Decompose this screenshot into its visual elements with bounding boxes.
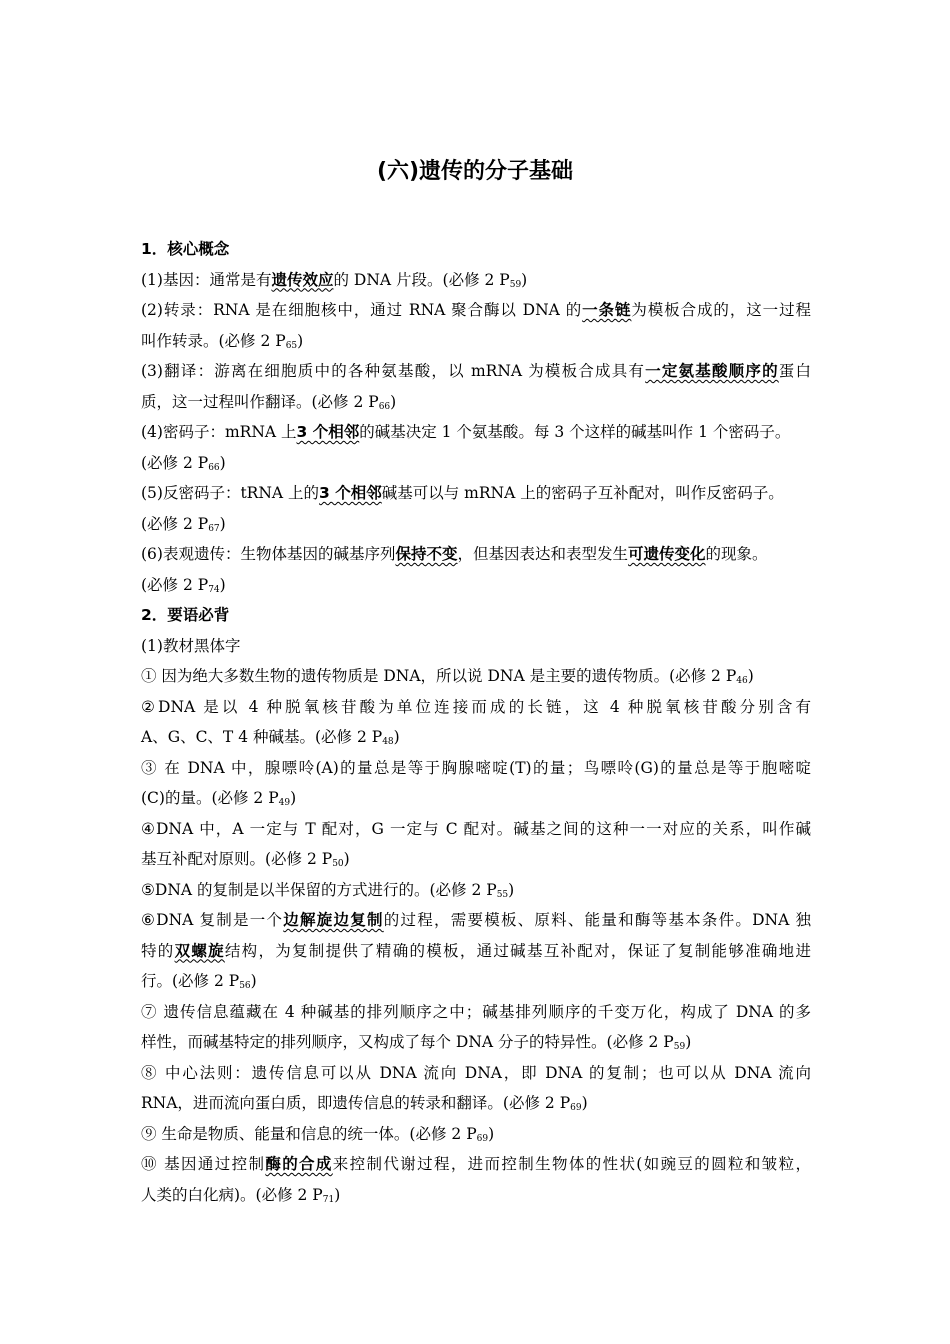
statement-10: ⑩ 基因通过控制酶的合成来控制代谢过程，进而控制生物体的性状(如豌豆的圆粒和皱粒， <box>141 1155 811 1173</box>
key-term: 一定氨基酸顺序的 <box>645 362 779 380</box>
statement-7: ⑦ 遗传信息蕴藏在 4 种碱基的排列顺序之中；碱基排列顺序的千变万化，构成了 DNA 的多 <box>141 1002 811 1021</box>
statement-1: ① 因为绝大多数生物的遗传物质是 DNA，所以说 DNA 是主要的遗传物质。(必修 2 $P_{46}$) <box>141 667 754 686</box>
page-title: (六)遗传的分子基础 <box>376 159 574 184</box>
statement-8: ⑧ 中心法则：遗传信息可以从 DNA 流向 DNA，即 DNA 的复制；也可以从 DNA 流向 <box>141 1063 811 1082</box>
key-term: 一条链 <box>582 301 632 319</box>
statement-4: ④DNA 中，A 一定与 T 配对，G 一定与 C 配对。碱基之间的这种一一对应的关系，叫作碱 <box>141 819 811 838</box>
statement-2: ②DNA 是以 4 种脱氧核苷酸为单位连接而成的长链，这 4 种脱氧核苷酸分别含有 <box>141 697 811 716</box>
key-term: 保持不变 <box>395 545 458 563</box>
section-heading-key-statements: 2．要语必背 <box>141 606 230 624</box>
key-term: 边解旋边复制 <box>283 911 384 929</box>
section-heading-core-concepts: 1．核心概念 <box>141 240 230 258</box>
concept-translation: (3)翻译：游离在细胞质中的各种氨基酸，以 mRNA 为模板合成具有一定氨基酸顺序的蛋白 <box>141 362 811 380</box>
statement-9: ⑨ 生命是物质、能量和信息的统一体。(必修 2 $P_{69}$) <box>141 1124 495 1144</box>
key-term: 双螺旋 <box>174 941 225 960</box>
key-term: 遗传效应 <box>271 270 334 289</box>
subsection-heading: (1)教材黑体字 <box>141 636 241 655</box>
concept-gene: (1)基因：通常是有遗传效应的 DNA 片段。(必修 2 $P_{59}$) <box>141 270 528 290</box>
key-term: 可遗传变化 <box>628 545 706 563</box>
statement-5: ⑤DNA 的复制是以半保留的方式进行的。(必修 2 $P_{55}$) <box>141 880 515 900</box>
concept-transcription: (2)转录：RNA 是在细胞核中，通过 RNA 聚合酶以 DNA 的一条链为模板合成的，这一过程 <box>141 301 811 319</box>
document-body: 1．核心概念 (1)基因：通常是有遗传效应的 DNA 片段。(必修 2 $P_{59}$) (2)转录：RNA 是在细胞核中，通过 RNA 聚合酶以 DNA 的一条链为模板合成的，这一过程 叫作转录。(必修 2 $P_{65}$) (3)翻译：游离在细胞质中的各种氨基酸，以 mRNA 为模板合成具有一定氨基酸顺序的蛋白 质，这一过程叫作翻译。(必修 2 $P_{66}$) (4)密码子：mRNA 上3 个相邻的碱基决定 1 个氨基酸。每 3 个这样的碱基叫作 1 个密码子。 (必修 2 $P_{66}$) (5)反密码子：tRNA 上的3 个相邻碱基可以与 mRNA 上的密码子互补配对，叫作反密码子。 (必修 2 $P_{67}$) (6)表观遗传：生物体基因的碱基序列保持不变，但基因表达和表型发生可遗传变化的现象。 (必修 2 $P_{74}$) 2．要语必背 (1)教材黑体字 ① 因为绝大多数生物的遗传物质是 DNA，所以说 DNA 是主要的遗传物质。(必修 2 $P_{46}$) ②DNA 是以 4 种脱氧核苷酸为单位连接而成的长链，这 4 种脱氧核苷酸分别含有 A、G、C、T 4 种碱基。(必修 2 $P_{48}$) ③ 在 DNA 中，腺嘌呤(A)的量总是等于胸腺嘧啶(T)的量；鸟嘌呤(G)的量总是等于胞嘧啶 (C)的量。(必修 2 $P_{49}$) ④DNA 中，A 一定与 T 配对，G 一定与 C 配对。碱基之间的这种一一对应的关系，叫作碱 基互补配对原则。(必修 2 $P_{50}$) ⑤DNA 的复制是以半保留的方式进行的。(必修 2 $P_{55}$) ⑥DNA 复制是一个边解旋边复制的过程，需要模板、原料、能量和酶等基本条件。DNA 独 特的双螺旋结构，为复制提供了精确的模板，通过碱基互补配对，保证了复制能够准确地进 行。(必修 2 $P_{56}$) ⑦ 遗传信息蕴藏在 4 种碱基的排列顺序之中；碱基排列顺序的千变万化，构成了 DNA 的多 样性，而碱基特定的排列顺序，又构成了每个 DNA 分子的特异性。(必修 2 $P_{59}$) ⑧ 中心法则：遗传信息可以从 DNA 流向 DNA，即 DNA 的复制；也可以从 DNA 流向 RNA，进而流向蛋白质，即遗传信息的转录和翻译。(必修 2 $P_{69}$) ⑨ 生命是物质、能量和信息的统一体。(必修 2 $P_{69}$) ⑩ 基因通过控制酶的合成来控制代谢过程，进而控制生物体的性状(如豌豆的圆粒和皱粒， 人类的白化病)。(必修 2 $P_{71}$) <box>141 234 811 1210</box>
concept-anticodon: (5)反密码子：tRNA 上的3 个相邻碱基可以与 mRNA 上的密码子互补配对，叫作反密码子。 <box>141 484 784 502</box>
concept-codon: (4)密码子：mRNA 上3 个相邻的碱基决定 1 个氨基酸。每 3 个这样的碱基叫作 1 个密码子。 <box>141 423 791 441</box>
concept-epigenetics: (6)表观遗传：生物体基因的碱基序列保持不变，但基因表达和表型发生可遗传变化的现象。 <box>141 545 768 563</box>
statement-6: ⑥DNA 复制是一个边解旋边复制的过程，需要模板、原料、能量和酶等基本条件。DNA 独 <box>141 911 811 929</box>
key-term: 酶的合成 <box>265 1155 333 1173</box>
key-term: 3 个相邻 <box>319 484 382 502</box>
key-term: 3 个相邻 <box>296 423 360 441</box>
statement-3: ③ 在 DNA 中，腺嘌呤(A)的量总是等于胸腺嘧啶(T)的量；鸟嘌呤(G)的量总是等于胞嘧啶 <box>141 758 811 777</box>
